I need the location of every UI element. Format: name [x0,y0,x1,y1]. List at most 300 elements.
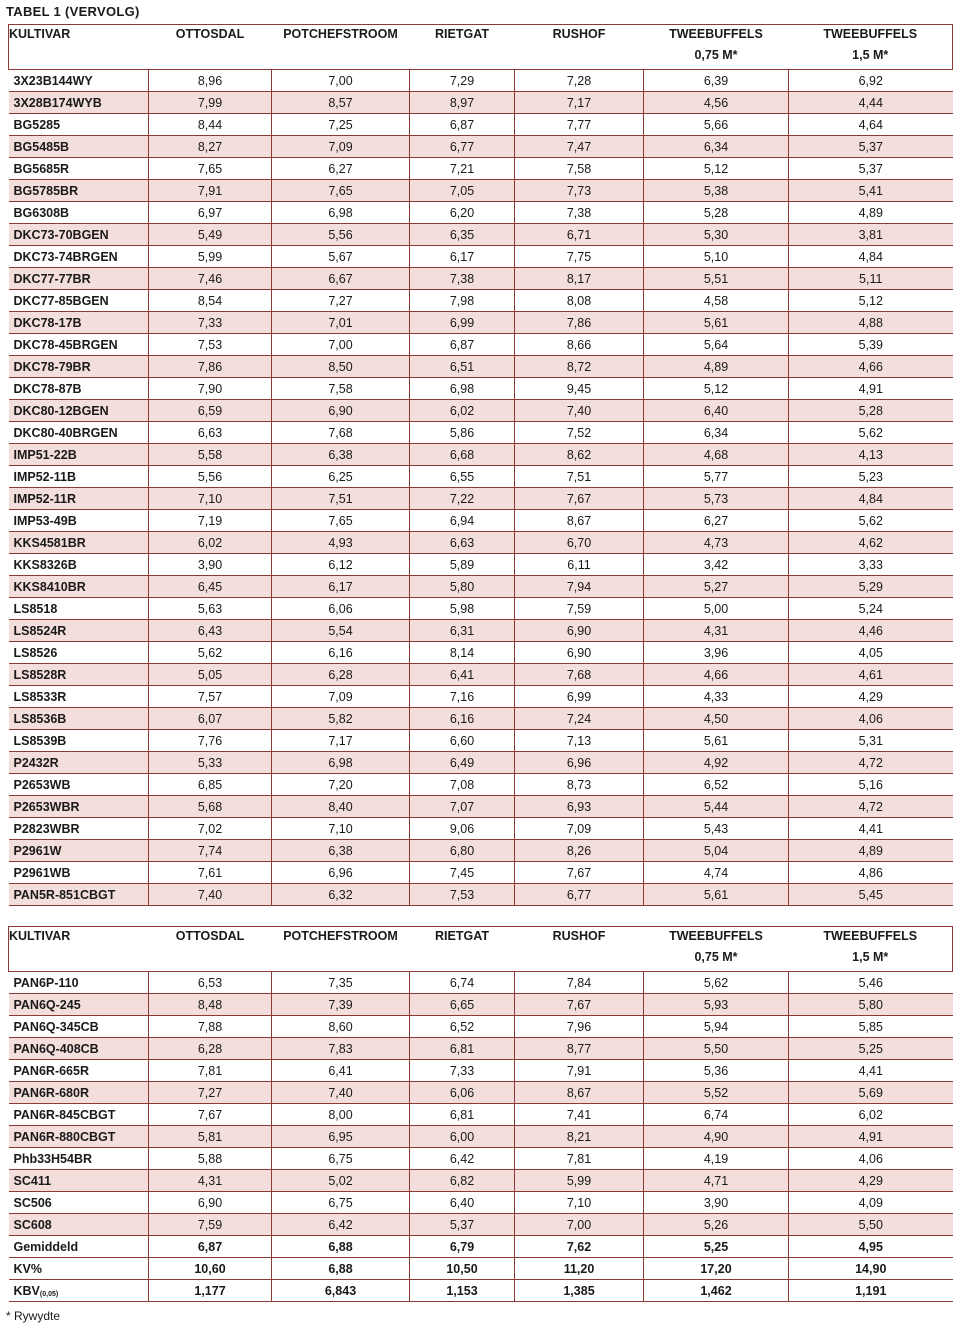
table-row [9,1170,953,1192]
header-tweebuffels-075: TWEEBUFFELS [644,25,789,49]
cultivar-name: P2961W [9,840,149,862]
yield-cell: 7,96 [515,1016,644,1038]
yield-cell: 6,34 [644,422,789,444]
cultivar-name: BG6308B [9,202,149,224]
row-label [9,1280,149,1302]
yield-cell: 5,45 [789,884,953,906]
yield-cell: 5,27 [644,576,789,598]
yield-cell: 5,77 [644,466,789,488]
yield-cell: 5,39 [789,334,953,356]
yield-cell: 5,69 [789,1082,953,1104]
yield-cell: 4,19 [644,1148,789,1170]
yield-cell: 7,61 [149,862,272,884]
yield-cell: 5,62 [789,510,953,532]
cultivar-name: DKC78-17B [9,312,149,334]
header-row-spacing-075: 0,75 M* [644,48,789,70]
cultivar-name: PAN6P-110 [9,972,149,994]
yield-cell: 6,81 [410,1038,515,1060]
table-row [9,972,953,994]
yield-cell: 5,33 [149,752,272,774]
header-blank [9,48,149,70]
yield-cell: 4,33 [644,686,789,708]
cultivar-name: KKS4581BR [9,532,149,554]
table-row [9,642,953,664]
summary-cell: 6,88 [272,1258,410,1280]
cultivar-name: LS8536B [9,708,149,730]
cultivar-name: BG5485B [9,136,149,158]
yield-cell: 6,52 [644,774,789,796]
yield-cell: 6,45 [149,576,272,598]
yield-cell: 3,96 [644,642,789,664]
cultivar-name: P2823WBR [9,818,149,840]
header-blank [272,48,410,70]
yield-cell: 5,25 [789,1038,953,1060]
table-row [9,664,953,686]
cultivar-name: IMP51-22B [9,444,149,466]
kbv-label: KBV [13,1283,40,1298]
yield-cell: 3,33 [789,554,953,576]
yield-cell: 6,35 [410,224,515,246]
yield-cell: 8,21 [515,1126,644,1148]
summary-cell: 6,79 [410,1236,515,1258]
cultivar-name: DKC78-79BR [9,356,149,378]
header-kultivar: KULTIVAR [9,25,149,49]
yield-cell: 7,51 [515,466,644,488]
yield-cell: 5,02 [272,1170,410,1192]
yield-cell: 4,41 [789,1060,953,1082]
summary-cell: 4,95 [789,1236,953,1258]
header-rietgat: RIETGAT [410,25,515,49]
summary-cell: 11,20 [515,1258,644,1280]
yield-cell: 6,02 [149,532,272,554]
yield-cell: 4,88 [789,312,953,334]
yield-cell: 6,74 [644,1104,789,1126]
yield-cell: 5,62 [644,972,789,994]
yield-cell: 7,83 [272,1038,410,1060]
yield-cell: 8,08 [515,290,644,312]
yield-cell: 6,63 [149,422,272,444]
header-ottosdal: OTTOSDAL [149,927,272,951]
yield-cell: 7,94 [515,576,644,598]
table-row [9,136,953,158]
header-row-spacing-075: 0,75 M* [644,950,789,972]
yield-cell: 6,28 [149,1038,272,1060]
table-title: TABEL 1 (VERVOLG) [6,4,140,19]
table-row [9,246,953,268]
yield-cell: 6,81 [410,1104,515,1126]
table-header [9,927,953,972]
yield-cell: 5,12 [644,378,789,400]
summary-cell: 6,87 [149,1236,272,1258]
yield-cell: 7,51 [272,488,410,510]
yield-cell: 8,14 [410,642,515,664]
yield-cell: 7,33 [410,1060,515,1082]
table-row [9,158,953,180]
yield-cell: 6,06 [410,1082,515,1104]
yield-cell: 6,74 [410,972,515,994]
table-row [9,510,953,532]
table-row [9,1104,953,1126]
table-row [9,796,953,818]
yield-cell: 9,06 [410,818,515,840]
yield-cell: 7,67 [515,862,644,884]
yield-cell: 6,16 [272,642,410,664]
yield-cell: 5,61 [644,730,789,752]
yield-cell: 5,00 [644,598,789,620]
yield-cell: 8,50 [272,356,410,378]
yield-cell: 4,13 [789,444,953,466]
yield-cell: 6,06 [272,598,410,620]
yield-cell: 5,61 [644,884,789,906]
yield-cell: 7,46 [149,268,272,290]
table-row [9,818,953,840]
table-row [9,1060,953,1082]
yield-table-part-2 [8,926,953,1302]
cultivar-name: PAN6Q-408CB [9,1038,149,1060]
yield-cell: 5,30 [644,224,789,246]
yield-cell: 7,09 [272,686,410,708]
yield-cell: 6,53 [149,972,272,994]
table-row [9,422,953,444]
yield-cell: 7,25 [272,114,410,136]
yield-cell: 8,62 [515,444,644,466]
yield-cell: 7,86 [515,312,644,334]
yield-cell: 4,84 [789,246,953,268]
yield-cell: 8,97 [410,92,515,114]
header-blank [515,950,644,972]
cultivar-name: DKC80-12BGEN [9,400,149,422]
yield-cell: 6,80 [410,840,515,862]
yield-cell: 6,85 [149,774,272,796]
yield-cell: 8,73 [515,774,644,796]
yield-cell: 5,23 [789,466,953,488]
yield-cell: 6,96 [272,862,410,884]
table-row [9,92,953,114]
yield-cell: 6,92 [789,70,953,92]
yield-cell: 4,91 [789,378,953,400]
row-label: Gemiddeld [9,1236,149,1258]
cultivar-name: DKC73-70BGEN [9,224,149,246]
cultivar-name: LS8528R [9,664,149,686]
table-row [9,1214,953,1236]
yield-cell: 4,46 [789,620,953,642]
yield-cell: 8,60 [272,1016,410,1038]
yield-cell: 8,44 [149,114,272,136]
footnote: * Rywydte [6,1309,61,1323]
yield-cell: 6,97 [149,202,272,224]
header-blank [9,950,149,972]
yield-cell: 7,68 [272,422,410,444]
yield-cell: 6,65 [410,994,515,1016]
table-row [9,1126,953,1148]
yield-cell: 6,51 [410,356,515,378]
cultivar-name: PAN6R-845CBGT [9,1104,149,1126]
yield-cell: 7,65 [272,180,410,202]
yield-cell: 7,99 [149,92,272,114]
header-blank [410,950,515,972]
yield-cell: 7,59 [149,1214,272,1236]
yield-cell: 7,81 [149,1060,272,1082]
table-body [9,70,953,906]
yield-cell: 5,16 [789,774,953,796]
yield-cell: 8,40 [272,796,410,818]
yield-cell: 7,76 [149,730,272,752]
table-row [9,1016,953,1038]
yield-cell: 6,90 [515,642,644,664]
cultivar-name: LS8526 [9,642,149,664]
yield-cell: 6,27 [272,158,410,180]
summary-cell: 1,462 [644,1280,789,1302]
table-row [9,290,953,312]
cultivar-name: DKC78-87B [9,378,149,400]
average-row [9,1236,953,1258]
yield-cell: 4,44 [789,92,953,114]
table-row [9,1148,953,1170]
yield-cell: 6,17 [272,576,410,598]
yield-cell: 8,57 [272,92,410,114]
yield-cell: 5,12 [789,290,953,312]
header-rushof: RUSHOF [515,927,644,951]
yield-cell: 3,81 [789,224,953,246]
yield-cell: 5,50 [789,1214,953,1236]
yield-cell: 6,02 [789,1104,953,1126]
yield-cell: 5,93 [644,994,789,1016]
yield-cell: 5,62 [789,422,953,444]
yield-cell: 6,99 [515,686,644,708]
yield-cell: 7,05 [410,180,515,202]
summary-cell: 6,88 [272,1236,410,1258]
table-row [9,180,953,202]
cultivar-name: SC506 [9,1192,149,1214]
yield-cell: 6,90 [149,1192,272,1214]
header-rushof: RUSHOF [515,25,644,49]
yield-cell: 7,59 [515,598,644,620]
yield-cell: 5,80 [789,994,953,1016]
cultivar-name: DKC77-77BR [9,268,149,290]
yield-cell: 5,62 [149,642,272,664]
table-row [9,774,953,796]
yield-cell: 5,49 [149,224,272,246]
yield-cell: 5,10 [644,246,789,268]
cultivar-name: PAN6R-665R [9,1060,149,1082]
yield-cell: 6,90 [515,620,644,642]
table-row [9,730,953,752]
table-row [9,114,953,136]
yield-cell: 6,43 [149,620,272,642]
summary-cell: 10,60 [149,1258,272,1280]
yield-cell: 4,72 [789,752,953,774]
yield-cell: 7,39 [272,994,410,1016]
yield-cell: 7,68 [515,664,644,686]
yield-cell: 7,10 [515,1192,644,1214]
yield-cell: 5,56 [149,466,272,488]
yield-cell: 7,16 [410,686,515,708]
header-blank [410,48,515,70]
yield-cell: 7,22 [410,488,515,510]
table-row [9,1192,953,1214]
table-row [9,488,953,510]
summary-cell: 17,20 [644,1258,789,1280]
table-row [9,334,953,356]
table-row [9,202,953,224]
yield-cell: 7,74 [149,840,272,862]
cultivar-name: DKC80-40BRGEN [9,422,149,444]
header-blank [515,48,644,70]
yield-cell: 7,19 [149,510,272,532]
yield-cell: 5,54 [272,620,410,642]
yield-cell: 8,17 [515,268,644,290]
yield-cell: 8,66 [515,334,644,356]
yield-cell: 8,96 [149,70,272,92]
yield-cell: 3,90 [644,1192,789,1214]
yield-cell: 7,17 [272,730,410,752]
yield-cell: 6,75 [272,1192,410,1214]
yield-cell: 7,10 [149,488,272,510]
yield-cell: 7,75 [515,246,644,268]
yield-cell: 7,08 [410,774,515,796]
yield-cell: 6,34 [644,136,789,158]
yield-cell: 5,99 [149,246,272,268]
header-tweebuffels-15: TWEEBUFFELS [789,927,953,951]
cultivar-name: PAN6Q-245 [9,994,149,1016]
table-row [9,862,953,884]
table-row [9,576,953,598]
yield-cell: 7,65 [149,158,272,180]
yield-cell: 6,42 [410,1148,515,1170]
yield-cell: 6,00 [410,1126,515,1148]
yield-cell: 7,77 [515,114,644,136]
yield-cell: 6,90 [272,400,410,422]
yield-cell: 7,40 [149,884,272,906]
table-row [9,554,953,576]
header-row-spacing-15: 1,5 M* [789,950,953,972]
yield-cell: 7,65 [272,510,410,532]
yield-cell: 5,51 [644,268,789,290]
table-row [9,444,953,466]
yield-cell: 6,42 [272,1214,410,1236]
yield-cell: 7,58 [272,378,410,400]
cultivar-name: IMP52-11R [9,488,149,510]
summary-cell: 14,90 [789,1258,953,1280]
yield-cell: 7,91 [149,180,272,202]
cultivar-name: SC608 [9,1214,149,1236]
header-blank [272,950,410,972]
yield-cell: 5,68 [149,796,272,818]
cultivar-name: PAN5R-851CBGT [9,884,149,906]
table-row [9,752,953,774]
yield-cell: 4,86 [789,862,953,884]
yield-cell: 7,13 [515,730,644,752]
yield-cell: 6,63 [410,532,515,554]
yield-cell: 5,50 [644,1038,789,1060]
yield-cell: 9,45 [515,378,644,400]
table-row [9,466,953,488]
yield-cell: 4,84 [789,488,953,510]
yield-cell: 6,95 [272,1126,410,1148]
yield-cell: 6,25 [272,466,410,488]
yield-cell: 7,81 [515,1148,644,1170]
header-potchefstroom: POTCHEFSTROOM [272,927,410,951]
yield-cell: 7,45 [410,862,515,884]
yield-cell: 5,46 [789,972,953,994]
table-header [9,25,953,70]
yield-cell: 7,98 [410,290,515,312]
yield-cell: 6,68 [410,444,515,466]
yield-cell: 6,98 [272,202,410,224]
yield-table-part-1 [8,24,953,906]
yield-cell: 7,57 [149,686,272,708]
yield-cell: 6,59 [149,400,272,422]
yield-cell: 6,40 [644,400,789,422]
table-row [9,884,953,906]
yield-cell: 5,94 [644,1016,789,1038]
yield-cell: 4,74 [644,862,789,884]
cultivar-name: BG5285 [9,114,149,136]
yield-cell: 6,98 [410,378,515,400]
yield-cell: 4,09 [789,1192,953,1214]
yield-cell: 5,28 [644,202,789,224]
yield-cell: 4,29 [789,1170,953,1192]
yield-cell: 5,26 [644,1214,789,1236]
yield-cell: 6,75 [272,1148,410,1170]
yield-cell: 7,73 [515,180,644,202]
yield-cell: 6,39 [644,70,789,92]
yield-cell: 7,00 [272,70,410,92]
cultivar-name: DKC78-45BRGEN [9,334,149,356]
cultivar-name: SC411 [9,1170,149,1192]
yield-cell: 4,68 [644,444,789,466]
yield-cell: 7,17 [515,92,644,114]
yield-cell: 7,40 [515,400,644,422]
yield-cell: 4,31 [149,1170,272,1192]
yield-cell: 5,52 [644,1082,789,1104]
yield-cell: 4,91 [789,1126,953,1148]
yield-cell: 8,00 [272,1104,410,1126]
yield-cell: 7,67 [515,488,644,510]
yield-cell: 7,33 [149,312,272,334]
yield-cell: 7,41 [515,1104,644,1126]
header-blank [149,48,272,70]
yield-cell: 6,20 [410,202,515,224]
yield-cell: 3,42 [644,554,789,576]
yield-cell: 7,27 [272,290,410,312]
yield-cell: 4,90 [644,1126,789,1148]
yield-cell: 5,24 [789,598,953,620]
yield-cell: 5,89 [410,554,515,576]
yield-cell: 7,21 [410,158,515,180]
header-rietgat: RIETGAT [410,927,515,951]
cultivar-name: P2653WBR [9,796,149,818]
yield-cell: 4,06 [789,708,953,730]
yield-cell: 6,31 [410,620,515,642]
yield-cell: 8,67 [515,510,644,532]
cultivar-name: P2653WB [9,774,149,796]
yield-cell: 5,88 [149,1148,272,1170]
yield-cell: 7,09 [272,136,410,158]
yield-cell: 4,71 [644,1170,789,1192]
table-body [9,972,953,1302]
header-kultivar: KULTIVAR [9,927,149,951]
yield-cell: 7,20 [272,774,410,796]
yield-cell: 6,87 [410,334,515,356]
cultivar-name: PAN6Q-345CB [9,1016,149,1038]
cultivar-name: IMP53-49B [9,510,149,532]
yield-cell: 4,66 [644,664,789,686]
yield-cell: 7,00 [272,334,410,356]
yield-cell: 7,53 [410,884,515,906]
yield-cell: 5,73 [644,488,789,510]
yield-cell: 6,60 [410,730,515,752]
